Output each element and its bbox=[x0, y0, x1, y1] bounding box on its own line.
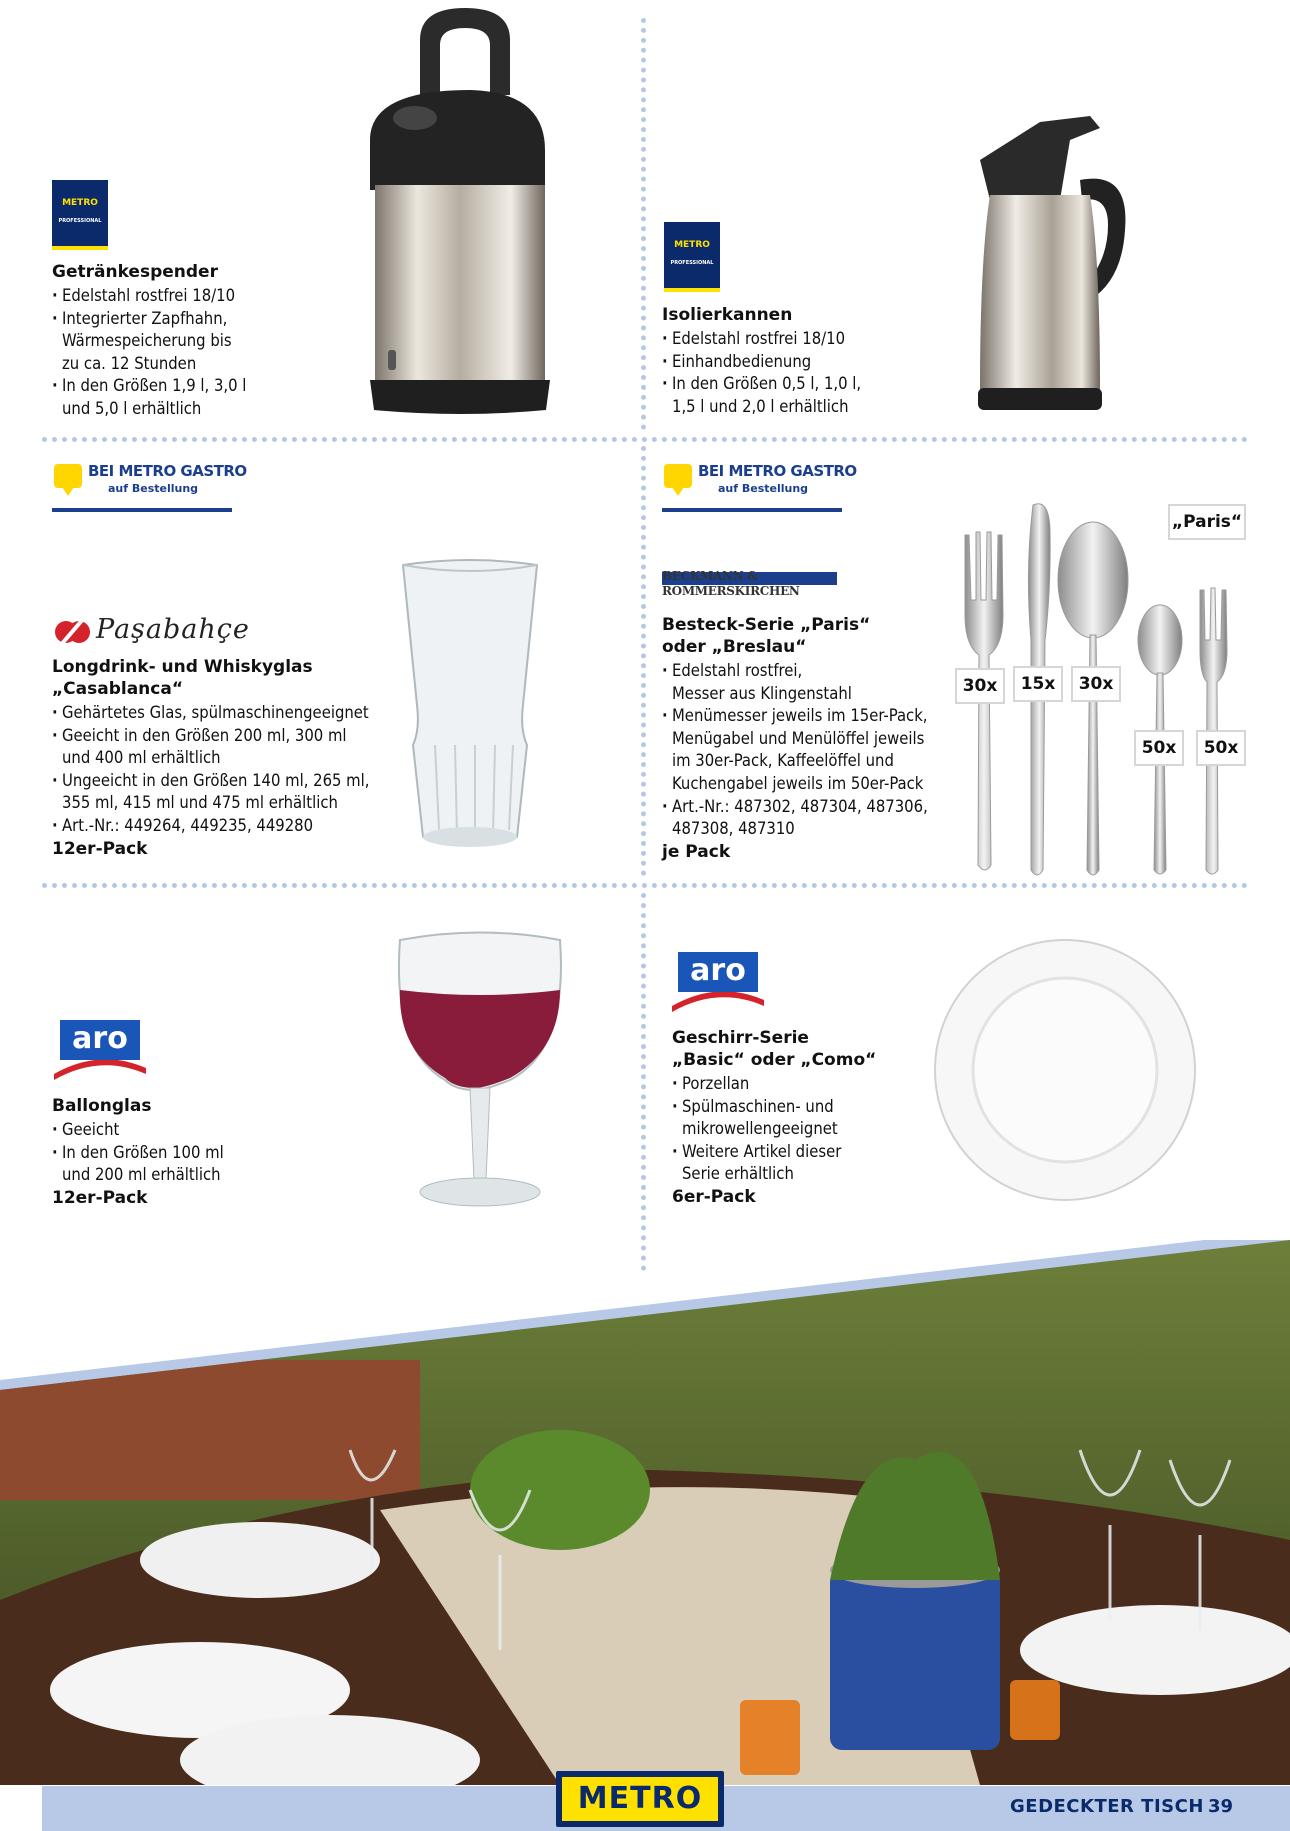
pack-size: je Pack bbox=[662, 841, 731, 862]
aro-swoosh-icon bbox=[670, 992, 766, 1016]
balloon-glass-image bbox=[390, 930, 570, 1230]
feature-item: · In den Größen 1,9 l, 3,0 l und 5,0 l erhältlich bbox=[52, 375, 352, 420]
beverage-dispenser-image bbox=[340, 0, 590, 420]
brand-name: BECKMANN & ROMMERSKIRCHEN bbox=[662, 569, 800, 598]
product-title: Geschirr-Serie „Basic“ oder „Como“ bbox=[672, 1028, 877, 1070]
porcelain-plate-image bbox=[930, 935, 1200, 1205]
feature-item: · Porzellan bbox=[672, 1073, 972, 1096]
feature-item: · Weitere Artikel dieser Serie erhältlich bbox=[672, 1141, 972, 1186]
product-title: Isolierkannen bbox=[662, 305, 793, 325]
aro-swoosh-icon bbox=[52, 1060, 148, 1084]
metro-gastro-chat-icon bbox=[664, 464, 692, 488]
metro-professional-logo: METRO PROFESSIONAL bbox=[52, 180, 108, 250]
outdoor-table-photo bbox=[0, 1240, 1290, 1785]
count-badge-coffee-spoon: 50x bbox=[1134, 730, 1184, 766]
product-info-geschirr bbox=[672, 1027, 972, 1207]
feature-item: · Art.-Nr.: 487302, 487304, 487306, 487308, 487310 bbox=[662, 796, 962, 841]
product-features bbox=[672, 1073, 972, 1186]
feature-item: · Gehärtetes Glas, spülmaschinengeeignet bbox=[52, 702, 472, 725]
casablanca-glass-image bbox=[395, 555, 545, 855]
feature-item: · In den Größen 0,5 l, 1,0 l, 1,5 l und 2,0 l erhältlich bbox=[662, 373, 962, 418]
aro-logo: aro bbox=[52, 1020, 148, 1082]
feature-item: · Art.-Nr.: 449264, 449235, 449280 bbox=[52, 815, 472, 838]
divider-horizontal-1 bbox=[42, 437, 1248, 442]
product-title: Getränkespender bbox=[52, 262, 218, 282]
feature-item: · Einhandbedienung bbox=[662, 351, 962, 374]
divider-horizontal-2 bbox=[42, 883, 1248, 888]
brand-name: Paşabahçe bbox=[96, 614, 250, 645]
pasabahce-logo bbox=[52, 610, 272, 652]
product-info-besteck bbox=[662, 614, 962, 862]
count-badge-menu-fork: 30x bbox=[955, 668, 1005, 704]
count-badge-cake-fork: 50x bbox=[1196, 730, 1246, 766]
feature-item: · Integrierter Zapfhahn, Wärmespeicherung bis zu ca. 12 Stunden bbox=[52, 308, 352, 376]
divider-vertical-bottom bbox=[641, 893, 646, 1271]
count-badge-menu-knife: 15x bbox=[1013, 666, 1063, 702]
product-title: Besteck-Serie „Paris“ oder „Breslau“ bbox=[662, 615, 871, 657]
product-features bbox=[662, 660, 962, 841]
pack-size: 12er-Pack bbox=[52, 1187, 148, 1208]
metro-professional-logo: METRO PROFESSIONAL bbox=[664, 222, 720, 292]
product-features bbox=[662, 328, 962, 418]
metro-logo: METRO bbox=[556, 1771, 724, 1827]
beckmann-logo bbox=[662, 569, 837, 615]
feature-item: · Edelstahl rostfrei, Messer aus Klingenstahl bbox=[662, 660, 962, 705]
pack-size: 12er-Pack bbox=[52, 838, 148, 859]
product-features bbox=[52, 285, 352, 421]
feature-item: · Spülmaschinen- und mikrowellengeeignet bbox=[672, 1096, 972, 1141]
product-title: Ballonglas bbox=[52, 1096, 152, 1116]
page-number: 39 bbox=[1208, 1796, 1234, 1817]
product-info-getraenkespender bbox=[52, 261, 352, 421]
product-features bbox=[52, 1119, 352, 1187]
product-title: Longdrink- und Whiskyglas „Casablanca“ bbox=[52, 657, 313, 699]
aro-logo: aro bbox=[670, 952, 766, 1014]
divider-vertical-middle bbox=[641, 446, 646, 876]
product-info-ballonglas bbox=[52, 1095, 352, 1208]
feature-item: · Menümesser jeweils im 15er-Pack, Menügabel und Menülöffel jeweils im 30er-Pack, Kaffeelöffel und Kuchengabel jeweils im 50er-Pack bbox=[662, 705, 962, 795]
feature-item: · In den Größen 100 ml und 200 ml erhältlich bbox=[52, 1142, 352, 1187]
pack-size: 6er-Pack bbox=[672, 1186, 756, 1207]
metro-gastro-badge: BEI METRO GASTRO auf Bestellung bbox=[662, 458, 842, 512]
feature-item: · Edelstahl rostfrei 18/10 bbox=[52, 285, 352, 308]
feature-item: · Geeicht bbox=[52, 1119, 352, 1142]
product-info-isolierkannen bbox=[662, 304, 962, 418]
feature-item: · Ungeeicht in den Größen 140 ml, 265 ml, 355 ml, 415 ml und 475 ml erhältlich bbox=[52, 770, 472, 815]
feature-item: · Edelstahl rostfrei 18/10 bbox=[662, 328, 962, 351]
metro-gastro-chat-icon bbox=[54, 464, 82, 488]
metro-gastro-badge: BEI METRO GASTRO auf Bestellung bbox=[52, 458, 232, 512]
section-title: GEDECKTER TISCH bbox=[1010, 1796, 1204, 1817]
insulated-jug-image bbox=[950, 110, 1140, 420]
divider-vertical-top bbox=[641, 18, 646, 430]
feature-item: · Geeicht in den Größen 200 ml, 300 ml und 400 ml erhältlich bbox=[52, 725, 472, 770]
pasabahce-logo-icon bbox=[52, 612, 92, 652]
series-label: „Paris“ bbox=[1168, 504, 1246, 540]
count-badge-menu-spoon: 30x bbox=[1071, 666, 1121, 702]
